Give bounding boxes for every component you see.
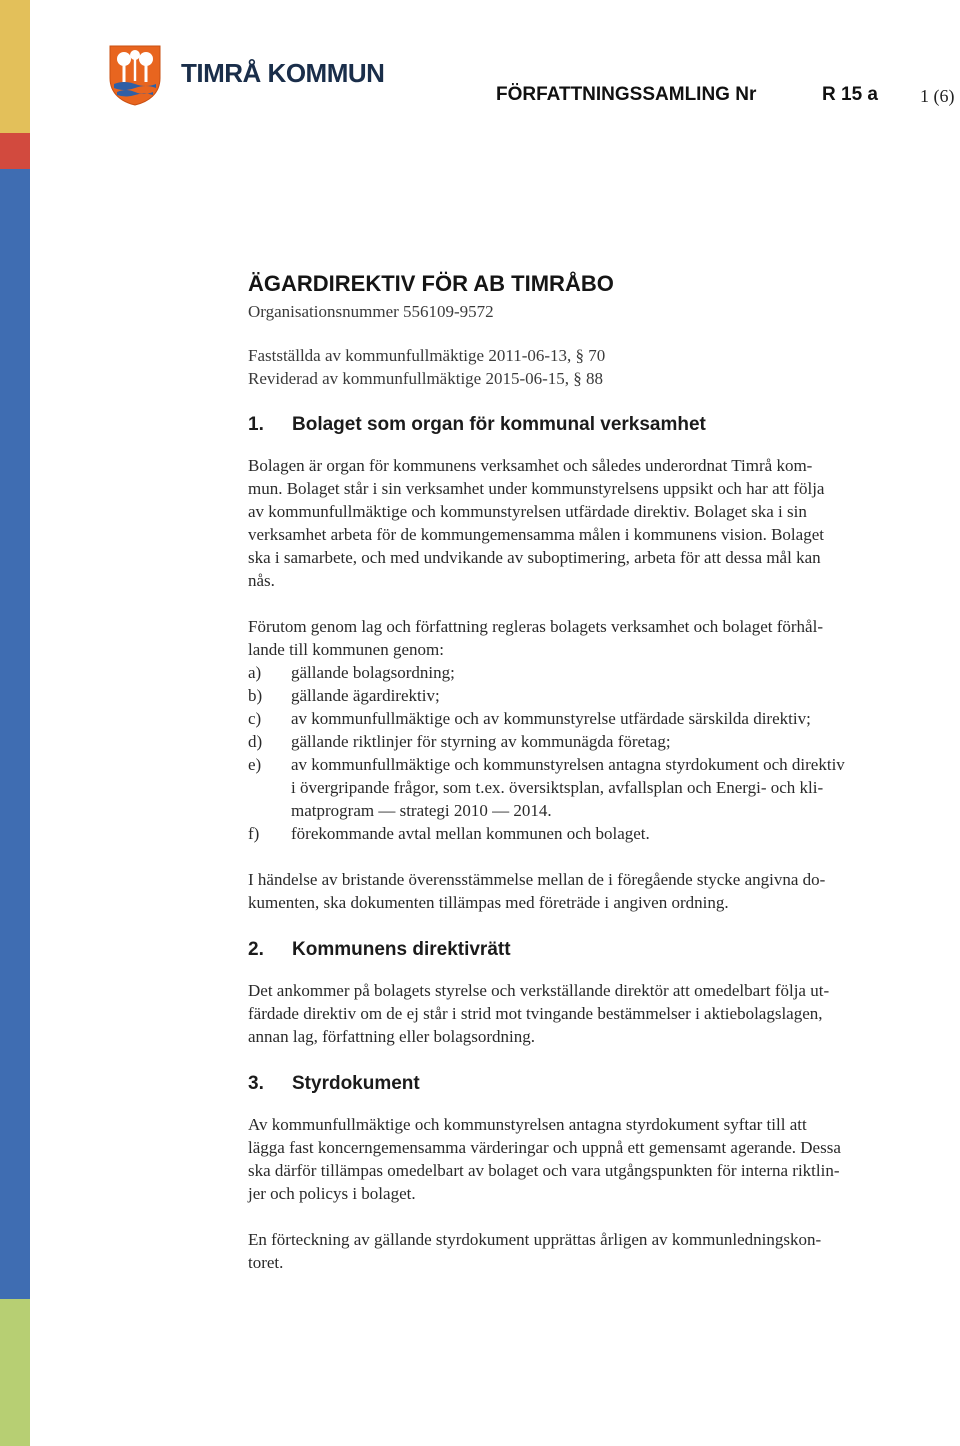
- document-title: ÄGARDIREKTIV FÖR AB TIMRÅBO: [248, 271, 614, 296]
- section-number: 1.: [248, 414, 264, 435]
- section-1-heading: [248, 411, 938, 439]
- list-item: a) gällande bolagsordning;: [248, 663, 455, 682]
- page-number: 1 (6): [920, 86, 955, 106]
- section-3-paragraph-1: Av kommunfullmäktige och kommunstyrelsen antagna styrdokument syftar till att lägga fast koncerngemensamma värderingar och uppnå ett gemensamt agerande. Dessa ska därför tillämpas omedelbart av bolaget och vara utgångspunkten för interna riktlin- jer och policys i bolaget.: [248, 1115, 841, 1203]
- municipality-logo: [108, 44, 385, 106]
- list-item: b) gällande ägardirektiv;: [248, 686, 440, 705]
- list-item: e) av kommunfullmäktige och kommunstyrelsen antagna styrdokument och direktiv i övergripande frågor, som t.ex. översiktsplan, avfallsplan och Energi- och kli- matprogram — strategi 2010 — 2014.: [248, 755, 845, 820]
- section-1-paragraph-1: Bolagen är organ för kommunens verksamhet och således underordnat Timrå kom- mun. Bolaget står i sin verksamhet under kommunstyrelsens uppsikt och har att följa av kommunfullmäktige och kommunstyrelsen utfärdade direktiv. Bolaget ska i sin verksamhet arbeta för de kommungemensamma målen i kommunens vision. Bolaget ska i samarbete, och med undvikande av suboptimering, arbeta för att dessa mål kan nås.: [248, 456, 825, 590]
- side-stripe-green: [0, 1299, 30, 1446]
- document-body: [248, 268, 938, 1274]
- section-title: Bolaget som organ för kommunal verksamhet: [292, 414, 706, 435]
- revised-line: Reviderad av kommunfullmäktige 2015-06-15, § 88: [248, 369, 604, 388]
- list-item: d) gällande riktlinjer för styrning av kommunägda företag;: [248, 732, 671, 751]
- list-item: c) av kommunfullmäktige och av kommunstyrelse utfärdade särskilda direktiv;: [248, 709, 811, 728]
- document-reference: R 15 a: [822, 84, 878, 105]
- section-2-paragraph-1: Det ankommer på bolagets styrelse och verkställande direktör att omedelbart följa ut- färdade direktiv om de ej står i strid mot tvingande bestämmelser i aktiebolagslagen, annan lag, författning eller bolagsordning.: [248, 981, 830, 1046]
- regulation-list: [248, 661, 938, 845]
- collection-label: FÖRFATTNINGSSAMLING Nr: [496, 84, 757, 105]
- municipal-coat-of-arms-icon: [108, 44, 162, 106]
- section-3-paragraph-2: En förteckning av gällande styrdokument upprättas årligen av kommunledningskon- toret.: [248, 1230, 822, 1272]
- section-2-heading: [248, 936, 938, 964]
- list-item: f) förekommande avtal mellan kommunen och bolaget.: [248, 824, 650, 843]
- side-stripe-red: [0, 133, 30, 169]
- established-line: Fastställda av kommunfullmäktige 2011-06-13, § 70: [248, 346, 606, 365]
- section-title: Styrdokument: [292, 1073, 420, 1094]
- section-number: 2.: [248, 939, 264, 960]
- side-stripe-yellow: [0, 0, 30, 133]
- section-title: Kommunens direktivrätt: [292, 939, 511, 960]
- section-1-paragraph-3: I händelse av bristande överensstämmelse mellan de i föregående stycke angivna do- kumenten, ska dokumenten tillämpas med företräde i angiven ordning.: [248, 870, 826, 912]
- section-number: 3.: [248, 1073, 264, 1094]
- logo-wordmark: TIMRÅ KOMMUN: [181, 58, 385, 88]
- side-stripe-blue: [0, 169, 30, 1299]
- org-number: Organisationsnummer 556109-9572: [248, 302, 494, 321]
- section-3-heading: [248, 1070, 938, 1098]
- section-1-paragraph-2: Förutom genom lag och författning regleras bolagets verksamhet och bolaget förhål- lande till kommunen genom:: [248, 617, 823, 659]
